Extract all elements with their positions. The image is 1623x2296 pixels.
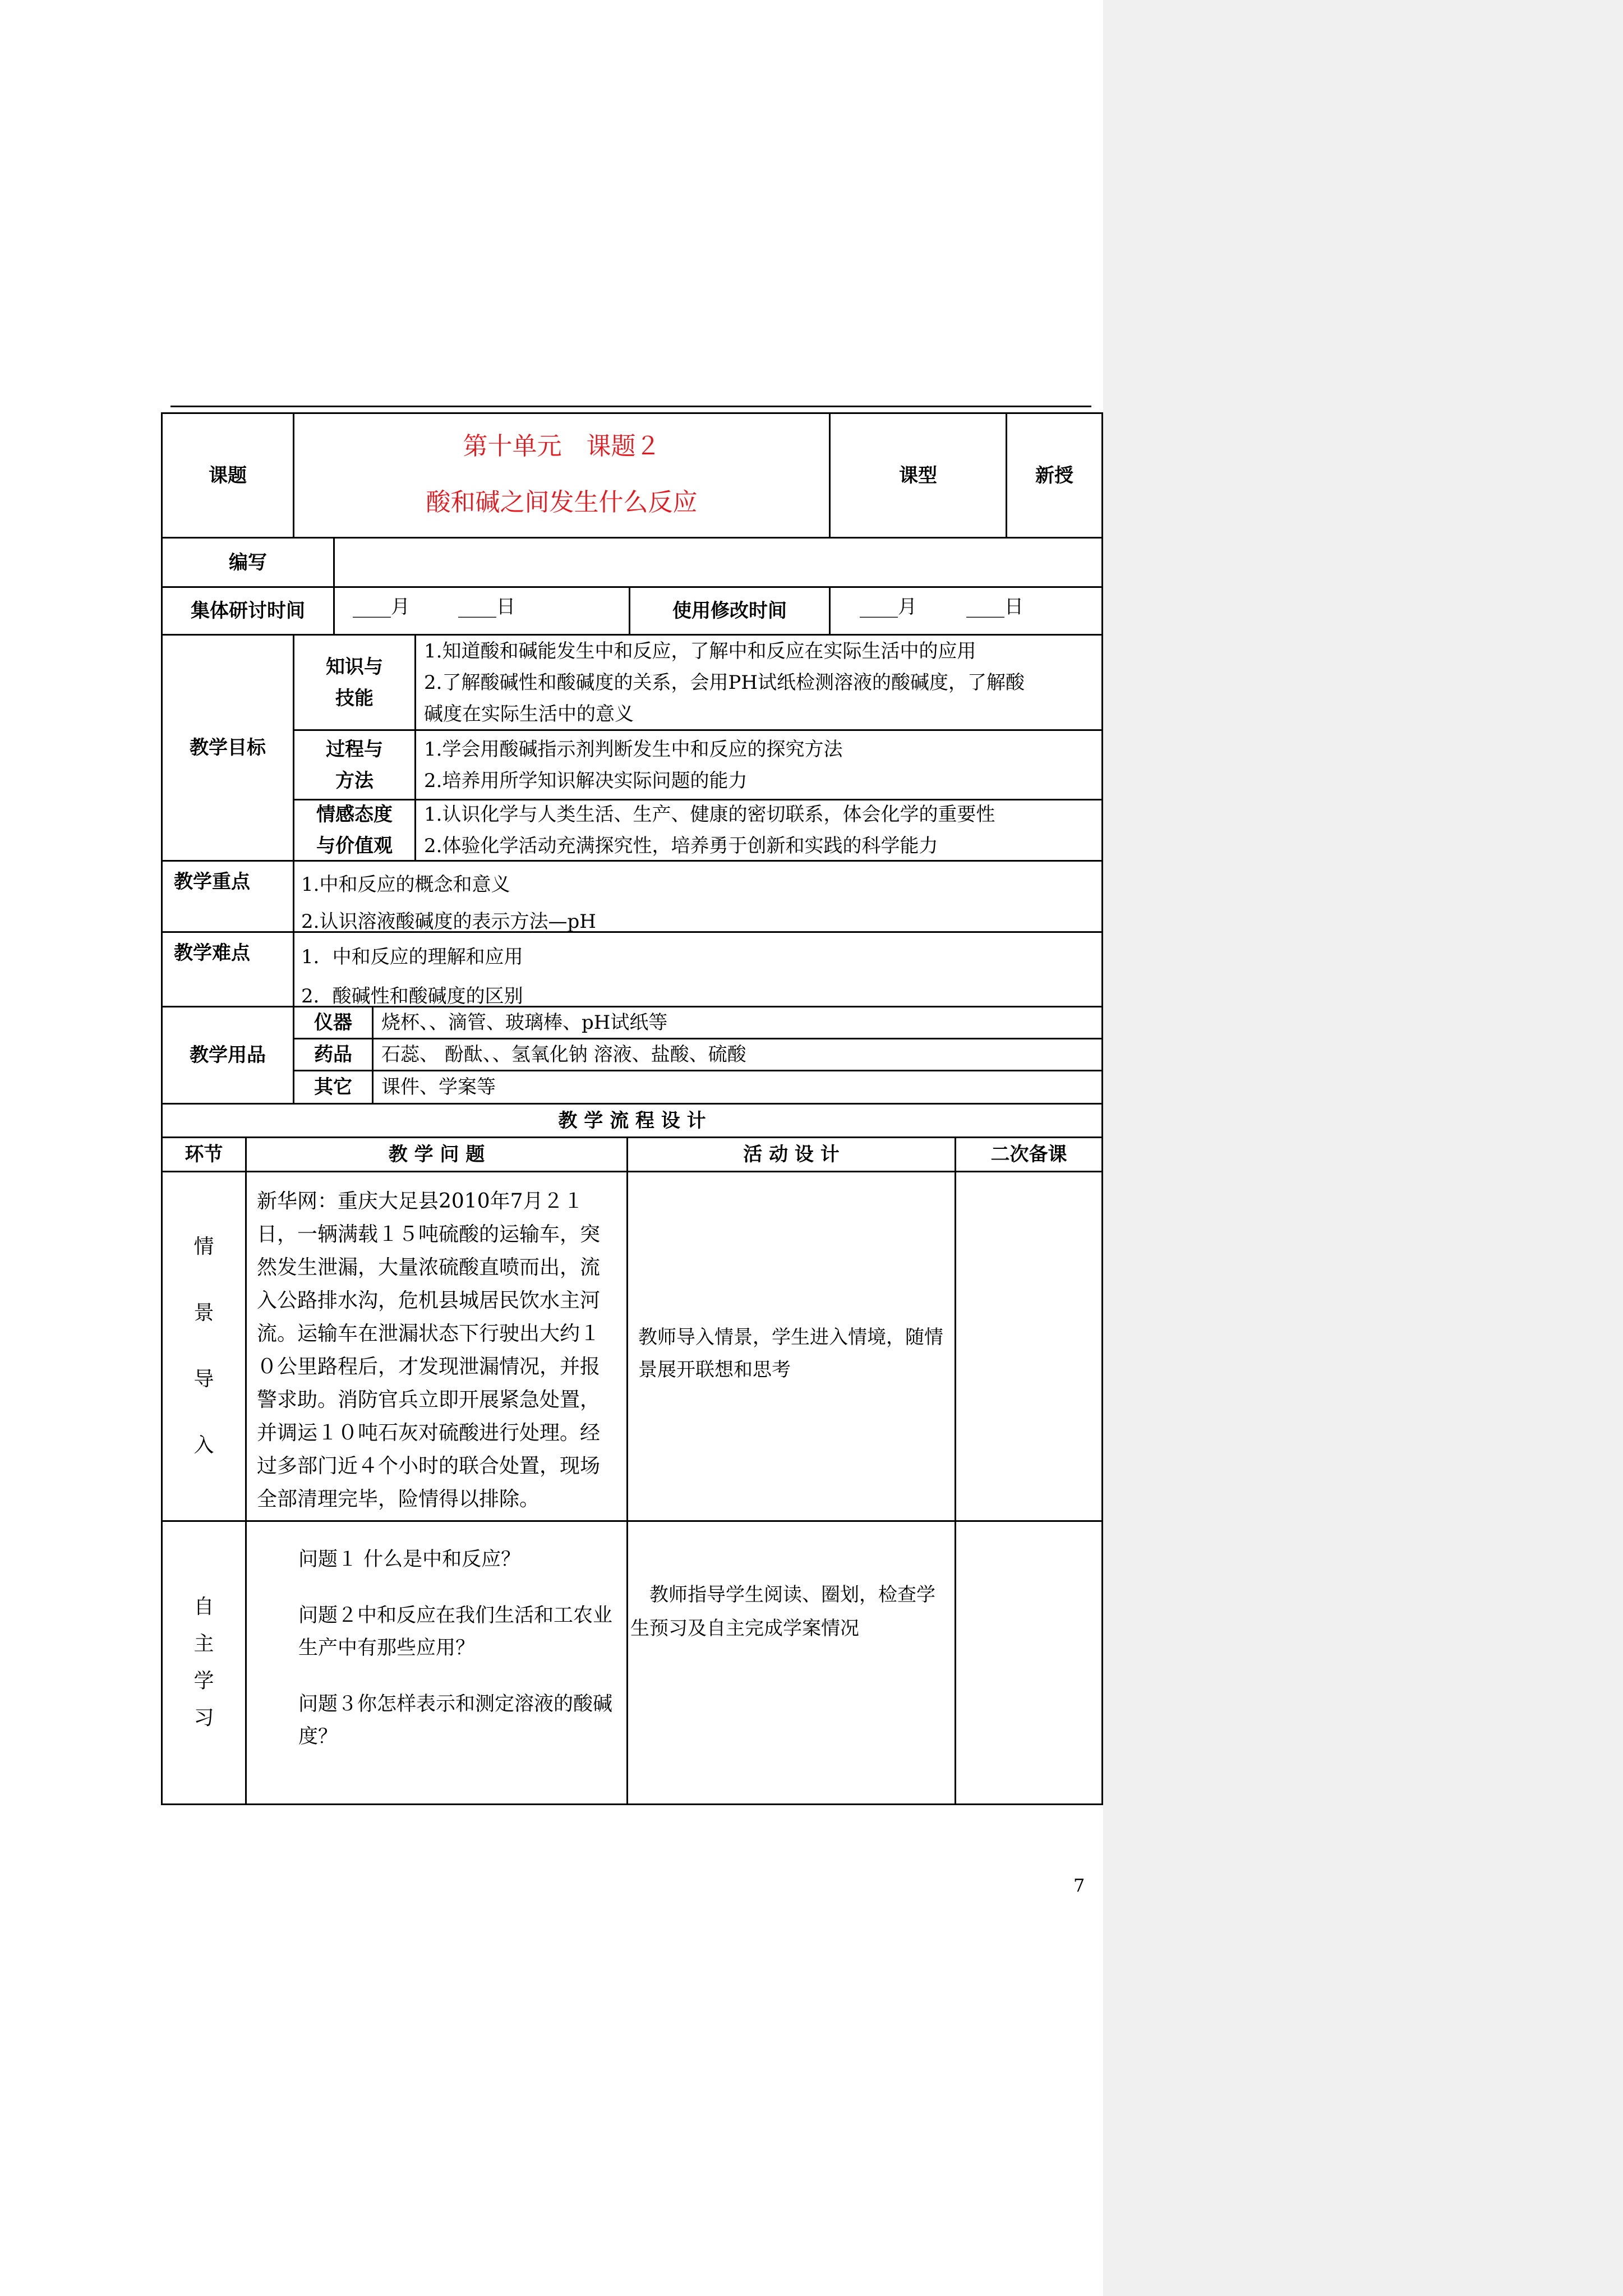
stage-char: 景 bbox=[193, 1301, 214, 1324]
materials-row-label: 其它 bbox=[314, 1076, 352, 1098]
difficulties-label: 教学难点 bbox=[174, 942, 250, 964]
process-label bbox=[294, 731, 414, 799]
knowledge-items bbox=[416, 636, 1101, 729]
self-study-question: 问题１ 什么是中和反应？ bbox=[298, 1548, 521, 1571]
research-day[interactable]: ____日 bbox=[458, 596, 515, 618]
stage-char: 自 bbox=[193, 1595, 214, 1618]
flow-header-stage: 环节 bbox=[185, 1143, 223, 1166]
header-rule bbox=[170, 406, 1091, 407]
research-month[interactable]: ____月 bbox=[353, 596, 410, 618]
process-label-line1: 过程与 bbox=[326, 738, 383, 761]
stage-intro bbox=[163, 1172, 245, 1520]
lesson-title-line2: 酸和碱之间发生什么反应 bbox=[426, 488, 698, 517]
stage-char: 学 bbox=[193, 1669, 214, 1692]
self-study-questions bbox=[247, 1522, 626, 1803]
process-item: 2.培养用所学知识解决实际问题的能力 bbox=[424, 769, 748, 792]
lesson-title-line1: 第十单元 课题２ bbox=[463, 432, 661, 461]
use-time-value bbox=[831, 588, 1101, 634]
stage-char: 情 bbox=[193, 1235, 214, 1258]
self-study-notes[interactable] bbox=[956, 1522, 1101, 1803]
knowledge-label bbox=[294, 636, 414, 729]
emotion-label-line1: 情感态度 bbox=[316, 803, 393, 826]
process-items bbox=[416, 731, 1101, 799]
flow-title: 教 学 流 程 设 计 bbox=[558, 1109, 706, 1132]
knowledge-item: 碱度在实际生活中的意义 bbox=[424, 702, 634, 725]
difficulty-item: 1．中和反应的理解和应用 bbox=[301, 946, 523, 968]
research-time-label: 集体研讨时间 bbox=[191, 600, 305, 622]
knowledge-item: 2.了解酸碱性和酸碱度的关系，会用PH试纸检测溶液的酸碱度，了解酸 bbox=[424, 671, 1025, 694]
self-study-question: 问题３你怎样表示和测定溶液的酸碱度？ bbox=[298, 1693, 613, 1748]
stage-char: 导 bbox=[193, 1368, 214, 1391]
use-month[interactable]: ____月 bbox=[860, 596, 917, 618]
materials-row-value: 石蕊、 酚酞、、氢氧化钠 溶液、盐酸、硫酸 bbox=[381, 1043, 746, 1066]
page-number: 7 bbox=[1073, 1875, 1085, 1896]
emotion-items bbox=[416, 800, 1101, 860]
emotion-label bbox=[294, 800, 414, 860]
intro-question: 新华网：重庆大足县2010年7月２１日，一辆满载１５吨硫酸的运输车，突然发生泄漏，大量浓硫酸直喷而出，流入公路排水沟，危机县城居民饮水主河流。运输车在泄漏状态下行驶出大约１０公里路程后，才发现泄漏情况，并报警求助。消防官兵立即开展紧急处置，并调运１０吨石灰对硫酸进行处理。经过多部门近４个小时的联合处置，现场全部清理完毕，险情得以排除。 bbox=[257, 1190, 601, 1511]
flow-header-question: 教 学 问 题 bbox=[388, 1143, 485, 1166]
goals-label: 教学目标 bbox=[190, 737, 266, 759]
self-study-activity: 教师指导学生阅读、圈划，检查学生预习及自主完成学案情况 bbox=[630, 1584, 935, 1640]
process-item: 1.学会用酸碱指示剂判断发生中和反应的探究方法 bbox=[424, 738, 843, 761]
emotion-item: 1.认识化学与人类生活、生产、健康的密切联系，体会化学的重要性 bbox=[424, 803, 995, 826]
use-time-label: 使用修改时间 bbox=[672, 600, 787, 622]
stage-char: 主 bbox=[193, 1632, 214, 1655]
emotion-label-line2: 与价值观 bbox=[316, 835, 393, 857]
type-value: 新授 bbox=[1035, 464, 1073, 487]
key-point-item: 1.中和反应的概念和意义 bbox=[301, 873, 510, 896]
type-label: 课型 bbox=[899, 464, 937, 487]
intro-activity: 教师导入情景，学生进入情境，随情景展开联想和思考 bbox=[638, 1326, 943, 1381]
difficulty-item: 2．酸碱性和酸碱度的区别 bbox=[301, 985, 523, 1007]
self-study-question: 问题２中和反应在我们生活和工农业生产中有那些应用？ bbox=[298, 1604, 613, 1659]
materials-label: 教学用品 bbox=[190, 1044, 266, 1066]
use-day[interactable]: ____日 bbox=[966, 596, 1023, 618]
materials-row-label: 仪器 bbox=[314, 1011, 352, 1034]
materials-row-value: 课件、学案等 bbox=[381, 1076, 496, 1098]
key-points-label: 教学重点 bbox=[174, 871, 250, 893]
intro-notes[interactable] bbox=[956, 1172, 1101, 1520]
knowledge-item: 1.知道酸和碱能发生中和反应，了解中和反应在实际生活中的应用 bbox=[424, 639, 976, 662]
difficulties-items bbox=[294, 933, 1101, 1006]
emotion-item: 2.体验化学活动充满探究性，培养勇于创新和实践的科学能力 bbox=[424, 835, 938, 857]
stage-char: 入 bbox=[193, 1434, 214, 1457]
author-value[interactable] bbox=[335, 539, 1101, 586]
author-label: 编写 bbox=[229, 551, 267, 574]
knowledge-label-line1: 知识与 bbox=[326, 655, 383, 678]
process-label-line2: 方法 bbox=[335, 769, 374, 792]
flow-header-notes: 二次备课 bbox=[990, 1143, 1067, 1166]
lesson-title bbox=[294, 414, 829, 537]
research-time-value bbox=[335, 588, 629, 634]
knowledge-label-line2: 技能 bbox=[335, 687, 374, 710]
key-points-items bbox=[294, 862, 1101, 931]
stage-self-study bbox=[163, 1522, 245, 1803]
comment-margin bbox=[1103, 0, 1623, 2296]
materials-row-value: 烧杯、、滴管、玻璃棒、pH试纸等 bbox=[381, 1011, 668, 1034]
flow-header-activity: 活 动 设 计 bbox=[743, 1143, 840, 1166]
stage-char: 习 bbox=[193, 1706, 214, 1729]
materials-row-label: 药品 bbox=[314, 1043, 352, 1066]
topic-label: 课题 bbox=[209, 464, 247, 487]
key-point-item: 2.认识溶液酸碱度的表示方法—pH bbox=[301, 910, 596, 933]
